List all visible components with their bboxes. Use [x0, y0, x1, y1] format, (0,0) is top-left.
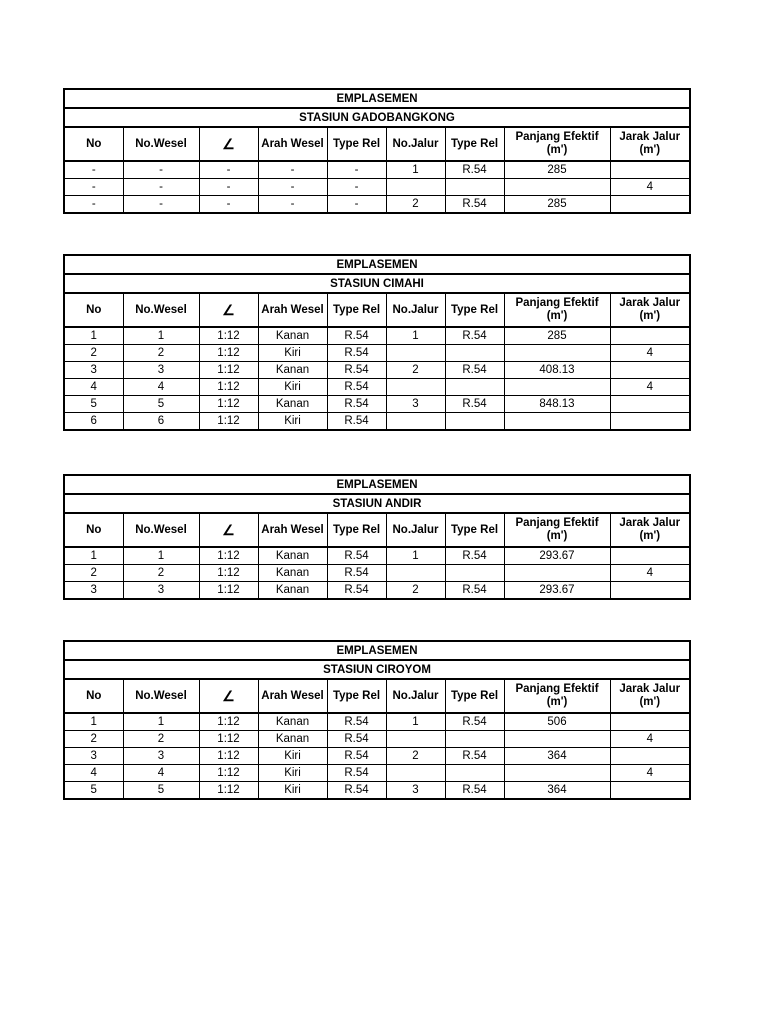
table-row [64, 379, 690, 396]
cell-no: 2 [64, 731, 123, 748]
cell-type-rel: R.54 [327, 748, 386, 765]
emplasemen-table-block [63, 474, 689, 600]
cell-no-jalur [386, 413, 445, 431]
cell-no: 3 [64, 582, 123, 600]
cell-type-rel-jalur: R.54 [445, 362, 504, 379]
column-header-type-rel: Type Rel [327, 513, 386, 547]
table-row [64, 179, 690, 196]
cell-type-rel: - [327, 196, 386, 214]
cell-no-jalur [386, 731, 445, 748]
cell-jarak-jalur [610, 713, 690, 731]
cell-jarak-jalur [610, 547, 690, 565]
cell-jarak-jalur [610, 196, 690, 214]
cell-no: 2 [64, 345, 123, 362]
emplasemen-table-block [63, 88, 689, 214]
cell-panjang-efektif: 506 [504, 713, 610, 731]
cell-no: 2 [64, 565, 123, 582]
cell-panjang-efektif: 285 [504, 327, 610, 345]
cell-panjang-efektif: 285 [504, 196, 610, 214]
column-header-angle: ∠ [199, 127, 258, 161]
cell-panjang-efektif [504, 379, 610, 396]
column-header-type-rel-jalur: Type Rel [445, 127, 504, 161]
station-name: STASIUN CIROYOM [64, 660, 690, 679]
cell-type-rel: R.54 [327, 379, 386, 396]
column-header-row [64, 513, 690, 547]
column-header-arah-wesel: Arah Wesel [258, 293, 327, 327]
cell-jarak-jalur [610, 362, 690, 379]
column-header-row [64, 127, 690, 161]
cell-arah-wesel: Kiri [258, 765, 327, 782]
cell-jarak-jalur [610, 582, 690, 600]
cell-no: 3 [64, 748, 123, 765]
cell-type-rel: R.54 [327, 547, 386, 565]
cell-no-jalur [386, 765, 445, 782]
cell-arah-wesel: Kiri [258, 413, 327, 431]
cell-angle: 1:12 [199, 396, 258, 413]
cell-no-jalur [386, 179, 445, 196]
column-header-type-rel-jalur: Type Rel [445, 293, 504, 327]
cell-angle: 1:12 [199, 413, 258, 431]
column-header-type-rel-jalur: Type Rel [445, 513, 504, 547]
column-header-no-jalur: No.Jalur [386, 679, 445, 713]
cell-no-wesel: 3 [123, 362, 199, 379]
cell-type-rel: R.54 [327, 731, 386, 748]
cell-jarak-jalur [610, 748, 690, 765]
station-name: STASIUN GADOBANGKONG [64, 108, 690, 127]
cell-no-wesel: 2 [123, 345, 199, 362]
column-header-no-jalur: No.Jalur [386, 127, 445, 161]
column-header-panjang-efektif: Panjang Efektif (m') [504, 679, 610, 713]
cell-type-rel: - [327, 179, 386, 196]
cell-no-jalur [386, 565, 445, 582]
cell-panjang-efektif [504, 731, 610, 748]
column-header-jarak-jalur: Jarak Jalur (m') [610, 679, 690, 713]
cell-no-jalur: 1 [386, 327, 445, 345]
cell-arah-wesel: - [258, 161, 327, 179]
cell-angle: 1:12 [199, 362, 258, 379]
cell-angle: 1:12 [199, 731, 258, 748]
cell-arah-wesel: Kanan [258, 565, 327, 582]
cell-panjang-efektif: 293.67 [504, 582, 610, 600]
cell-type-rel-jalur: R.54 [445, 327, 504, 345]
cell-no-wesel: 5 [123, 396, 199, 413]
column-header-no-wesel: No.Wesel [123, 127, 199, 161]
emplasemen-table-block [63, 254, 689, 431]
cell-panjang-efektif: 364 [504, 782, 610, 800]
cell-arah-wesel: Kiri [258, 748, 327, 765]
cell-no: 1 [64, 547, 123, 565]
cell-no-jalur: 2 [386, 362, 445, 379]
cell-type-rel: R.54 [327, 362, 386, 379]
table-row [64, 713, 690, 731]
cell-angle: 1:12 [199, 782, 258, 800]
emplasemen-table-block [63, 640, 689, 800]
cell-no-wesel: 6 [123, 413, 199, 431]
cell-jarak-jalur: 4 [610, 765, 690, 782]
cell-jarak-jalur: 4 [610, 731, 690, 748]
cell-jarak-jalur [610, 161, 690, 179]
cell-type-rel-jalur [445, 731, 504, 748]
table-row [64, 413, 690, 431]
cell-panjang-efektif: 285 [504, 161, 610, 179]
cell-arah-wesel: Kanan [258, 731, 327, 748]
cell-no-wesel: 1 [123, 547, 199, 565]
cell-jarak-jalur: 4 [610, 379, 690, 396]
table-row [64, 582, 690, 600]
column-header-angle: ∠ [199, 513, 258, 547]
cell-no-wesel: 4 [123, 379, 199, 396]
cell-arah-wesel: Kanan [258, 396, 327, 413]
table-row [64, 782, 690, 800]
cell-angle: 1:12 [199, 327, 258, 345]
table-row [64, 731, 690, 748]
column-header-type-rel-jalur: Type Rel [445, 679, 504, 713]
cell-no-jalur: 3 [386, 396, 445, 413]
cell-type-rel-jalur [445, 413, 504, 431]
cell-jarak-jalur: 4 [610, 179, 690, 196]
cell-jarak-jalur [610, 782, 690, 800]
cell-arah-wesel: Kanan [258, 547, 327, 565]
cell-arah-wesel: Kanan [258, 362, 327, 379]
cell-no-jalur: 1 [386, 713, 445, 731]
cell-no-wesel: 1 [123, 327, 199, 345]
cell-type-rel: R.54 [327, 782, 386, 800]
table-row [64, 196, 690, 214]
cell-no-wesel: 2 [123, 565, 199, 582]
table-row [64, 547, 690, 565]
column-header-no-jalur: No.Jalur [386, 293, 445, 327]
cell-type-rel-jalur: R.54 [445, 196, 504, 214]
cell-no: 3 [64, 362, 123, 379]
cell-panjang-efektif [504, 565, 610, 582]
cell-panjang-efektif [504, 413, 610, 431]
cell-no-jalur: 3 [386, 782, 445, 800]
cell-type-rel-jalur [445, 379, 504, 396]
emplasemen-table [63, 254, 691, 431]
column-header-no: No [64, 127, 123, 161]
cell-panjang-efektif: 848.13 [504, 396, 610, 413]
cell-no: - [64, 161, 123, 179]
table-title: EMPLASEMEN [64, 641, 690, 660]
table-row [64, 748, 690, 765]
cell-no: 1 [64, 713, 123, 731]
cell-angle: - [199, 179, 258, 196]
cell-type-rel-jalur: R.54 [445, 582, 504, 600]
column-header-no: No [64, 293, 123, 327]
cell-no: 5 [64, 782, 123, 800]
cell-angle: 1:12 [199, 565, 258, 582]
cell-angle: 1:12 [199, 765, 258, 782]
column-header-jarak-jalur: Jarak Jalur (m') [610, 127, 690, 161]
cell-jarak-jalur: 4 [610, 345, 690, 362]
cell-angle: 1:12 [199, 748, 258, 765]
emplasemen-table [63, 640, 691, 800]
column-header-panjang-efektif: Panjang Efektif (m') [504, 293, 610, 327]
cell-type-rel-jalur: R.54 [445, 748, 504, 765]
column-header-type-rel: Type Rel [327, 293, 386, 327]
cell-type-rel-jalur [445, 565, 504, 582]
cell-type-rel-jalur: R.54 [445, 713, 504, 731]
column-header-no-wesel: No.Wesel [123, 293, 199, 327]
cell-arah-wesel: - [258, 196, 327, 214]
cell-type-rel: R.54 [327, 713, 386, 731]
emplasemen-table [63, 474, 691, 600]
cell-no-wesel: 5 [123, 782, 199, 800]
cell-type-rel-jalur [445, 765, 504, 782]
cell-arah-wesel: - [258, 179, 327, 196]
cell-no-jalur [386, 345, 445, 362]
emplasemen-table [63, 88, 691, 214]
cell-no: - [64, 179, 123, 196]
column-header-angle: ∠ [199, 293, 258, 327]
cell-no-jalur [386, 379, 445, 396]
column-header-angle: ∠ [199, 679, 258, 713]
cell-no: - [64, 196, 123, 214]
cell-type-rel-jalur: R.54 [445, 161, 504, 179]
cell-no: 6 [64, 413, 123, 431]
table-title: EMPLASEMEN [64, 89, 690, 108]
cell-type-rel-jalur [445, 345, 504, 362]
cell-angle: 1:12 [199, 345, 258, 362]
cell-jarak-jalur [610, 327, 690, 345]
cell-arah-wesel: Kiri [258, 379, 327, 396]
cell-jarak-jalur: 4 [610, 565, 690, 582]
column-header-type-rel: Type Rel [327, 127, 386, 161]
cell-no-wesel: - [123, 161, 199, 179]
cell-panjang-efektif: 364 [504, 748, 610, 765]
cell-no-wesel: 4 [123, 765, 199, 782]
cell-type-rel: R.54 [327, 565, 386, 582]
cell-no-wesel: 3 [123, 582, 199, 600]
cell-jarak-jalur [610, 413, 690, 431]
column-header-panjang-efektif: Panjang Efektif (m') [504, 127, 610, 161]
column-header-panjang-efektif: Panjang Efektif (m') [504, 513, 610, 547]
cell-no-wesel: - [123, 196, 199, 214]
cell-type-rel: R.54 [327, 765, 386, 782]
column-header-arah-wesel: Arah Wesel [258, 127, 327, 161]
column-header-arah-wesel: Arah Wesel [258, 513, 327, 547]
cell-type-rel-jalur [445, 179, 504, 196]
cell-no-jalur: 2 [386, 748, 445, 765]
column-header-no: No [64, 513, 123, 547]
cell-angle: 1:12 [199, 713, 258, 731]
cell-arah-wesel: Kiri [258, 345, 327, 362]
cell-arah-wesel: Kanan [258, 582, 327, 600]
cell-type-rel: R.54 [327, 396, 386, 413]
cell-type-rel: - [327, 161, 386, 179]
column-header-jarak-jalur: Jarak Jalur (m') [610, 513, 690, 547]
column-header-no-wesel: No.Wesel [123, 513, 199, 547]
column-header-no: No [64, 679, 123, 713]
cell-no-wesel: - [123, 179, 199, 196]
cell-type-rel: R.54 [327, 413, 386, 431]
cell-no: 1 [64, 327, 123, 345]
cell-panjang-efektif [504, 179, 610, 196]
cell-no: 5 [64, 396, 123, 413]
cell-angle: 1:12 [199, 379, 258, 396]
cell-panjang-efektif: 408.13 [504, 362, 610, 379]
cell-no-wesel: 3 [123, 748, 199, 765]
cell-angle: 1:12 [199, 547, 258, 565]
cell-angle: 1:12 [199, 582, 258, 600]
cell-type-rel: R.54 [327, 345, 386, 362]
cell-no-jalur: 1 [386, 161, 445, 179]
cell-arah-wesel: Kanan [258, 327, 327, 345]
column-header-no-wesel: No.Wesel [123, 679, 199, 713]
cell-no-jalur: 2 [386, 582, 445, 600]
table-row [64, 362, 690, 379]
cell-angle: - [199, 196, 258, 214]
cell-panjang-efektif [504, 345, 610, 362]
table-title: EMPLASEMEN [64, 255, 690, 274]
table-row [64, 765, 690, 782]
table-title: EMPLASEMEN [64, 475, 690, 494]
table-row [64, 345, 690, 362]
table-row [64, 565, 690, 582]
table-row [64, 396, 690, 413]
cell-type-rel: R.54 [327, 327, 386, 345]
cell-arah-wesel: Kiri [258, 782, 327, 800]
cell-jarak-jalur [610, 396, 690, 413]
column-header-no-jalur: No.Jalur [386, 513, 445, 547]
column-header-row [64, 293, 690, 327]
column-header-row [64, 679, 690, 713]
cell-no: 4 [64, 379, 123, 396]
cell-no-wesel: 2 [123, 731, 199, 748]
column-header-type-rel: Type Rel [327, 679, 386, 713]
table-row [64, 327, 690, 345]
cell-panjang-efektif [504, 765, 610, 782]
cell-type-rel: R.54 [327, 582, 386, 600]
station-name: STASIUN ANDIR [64, 494, 690, 513]
cell-type-rel-jalur: R.54 [445, 547, 504, 565]
cell-no: 4 [64, 765, 123, 782]
cell-no-jalur: 1 [386, 547, 445, 565]
cell-arah-wesel: Kanan [258, 713, 327, 731]
column-header-arah-wesel: Arah Wesel [258, 679, 327, 713]
cell-no-jalur: 2 [386, 196, 445, 214]
cell-no-wesel: 1 [123, 713, 199, 731]
column-header-jarak-jalur: Jarak Jalur (m') [610, 293, 690, 327]
table-row [64, 161, 690, 179]
station-name: STASIUN CIMAHI [64, 274, 690, 293]
cell-angle: - [199, 161, 258, 179]
cell-type-rel-jalur: R.54 [445, 782, 504, 800]
cell-type-rel-jalur: R.54 [445, 396, 504, 413]
cell-panjang-efektif: 293.67 [504, 547, 610, 565]
